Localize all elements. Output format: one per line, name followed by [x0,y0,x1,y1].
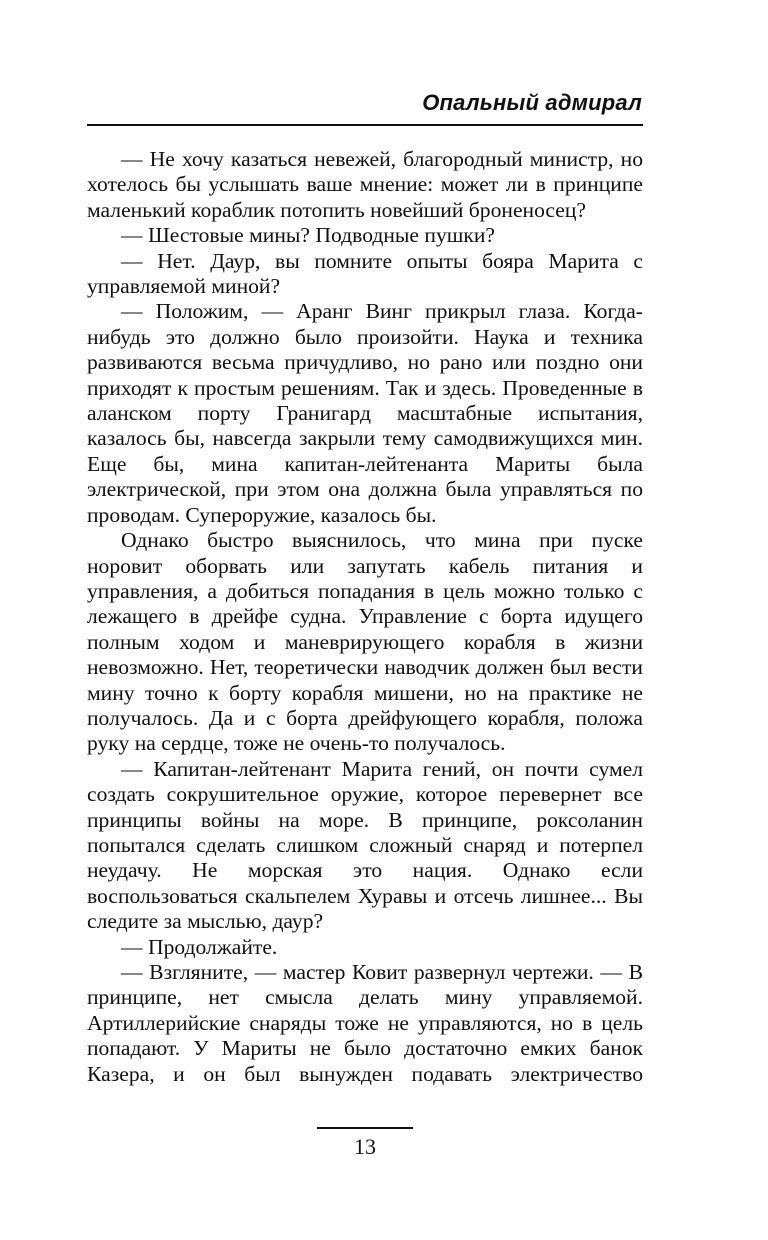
paragraph: — Продолжайте. [121,934,278,959]
paragraph: — Шестовые мины? Подводные пушки? [121,223,496,248]
paragraph: Однако быстро выяснилось, что мина при пуске норовит оборвать или запутать кабель питания и управления, а добиться попадания в цель можно только с лежащего в дрейфе судна. Управление с борта идущего полным ходом и маневрирующего корабля в жизни невозможно. Нет, теоретически наводчик должен был вести мину точно к борту корабля мишени, но на практике не получалось. Да и с борта дрейфующего корабля, положа руку на сердце, тоже не очень-то получалось. [87,528,643,756]
paragraph: — Нет. Даур, вы помните опыты бояра Марита с управляемой миной? [87,248,643,299]
paragraph: — Капитан-лейтенант Марита гений, он почти сумел создать сокрушительное оружие, которое перевернет все принципы войны на море. В принципе, роксоланин попытался сделать слишком сложный снаряд и потерпел неудачу. Не морская это нация. Однако если воспользоваться скальпелем Хуравы и отсечь лишнее... Вы следите за мыслью, даур? [87,756,643,934]
header-rule [87,124,643,126]
paragraph: — Не хочу казаться невежей, благородный министр, но хотелось бы услышать ваше мнение: может ли в принципе маленький кораблик потопить новейший броненосец? [87,147,643,222]
body-text [87,147,643,1087]
paragraph: — Взгляните, — мастер Ковит развернул чертежи. — В принципе, нет смысла делать мину управляемой. Артиллерийские снаряды тоже не управляются, но в цель попадают. У Мариты не было достаточно емких банок Казера, и он был вынужден подавать электричество [87,960,643,1086]
running-title: Опальный адмирал [422,90,642,115]
paragraph: — Положим, — Аранг Винг прикрыл глаза. Когда-нибудь это должно было произойти. Наука и техника развиваются весьма причудливо, но рано или поздно они приходят к простым решениям. Так и здесь. Проведенные в аланском порту Гранигард масштабные испытания, казалось бы, навсегда закрыли тему самодвижущихся мин. Еще бы, мина капитан-лейтенанта Мариты была электрической, при этом она должна была управляться по проводам. Супероружие, казалось бы. [87,299,643,527]
page-number: 13 [354,1134,376,1159]
footer-rule [317,1127,413,1129]
